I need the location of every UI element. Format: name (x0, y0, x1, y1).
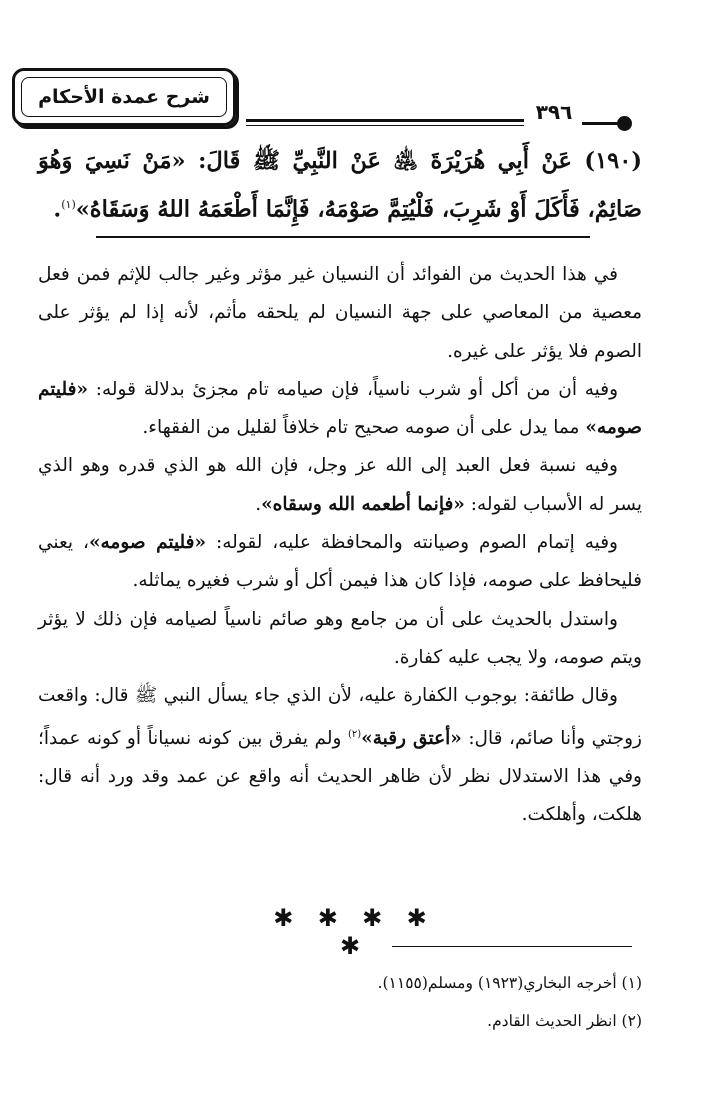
paragraph-2-text-b: مما يدل على أن صومه صحيح تام خلافاً لقليل من الفقهاء. (142, 417, 580, 439)
book-title-box (12, 68, 236, 126)
paragraph-2 (38, 371, 642, 448)
paragraph-3-quote: «فإنما أطعمه الله وسقاه» (261, 493, 465, 515)
paragraph-3-text-a: وفيه نسبة فعل العبد إلى الله عز وجل، فإن الله هو الذي قدره وهو الذي يسر له الأسباب لقوله: (38, 455, 642, 515)
section-separator: ✱ ✱ ✱ ✱ ✱ (273, 904, 435, 960)
paragraph-6-footnote-ref: (٢) (347, 728, 362, 740)
paragraph-1: في هذا الحديث من الفوائد أن النسيان غير مؤثر وغير جالب للإثم فمن فعل معصية من المعاصي على جهة النسيان لم يلحقه مأثم، لأنه إذا لم يؤثر على الصوم فلا يؤثر على غيره. (38, 264, 642, 362)
footnotes (120, 964, 642, 1040)
footnote-1: (١) أخرجه البخاري(١٩٢٣) ومسلم(١١٥٥). (377, 974, 642, 992)
header-rule-right (582, 122, 622, 125)
paragraph-6-quote: «أعتق رقبة» (361, 727, 462, 749)
hadith-body: (١٩٠) عَنْ أَبِي هُرَيْرَةَ ﵁ عَنْ النَّبِيِّ ﷺ قَالَ: «مَنْ نَسِيَ وَهُوَ صَائِمٌ، فَأَكَلَ أَوْ شَرِبَ، فَلْيُتِمَّ صَوْمَهُ، فَإِنَّمَا أَطْعَمَهُ اللهُ وَسَقَاهُ» (38, 148, 642, 223)
paragraph-4-text-a: وفيه إتمام الصوم وصيانته والمحافظة عليه، لقوله: (215, 532, 618, 554)
paragraph-2-quote: «فليتم صومه» (38, 378, 642, 439)
paragraph-2-text-a: وفيه أن من أكل أو شرب ناسياً، فإن صيامه تام مجزئ بدلالة قوله: (95, 378, 619, 400)
header-dot-ornament (617, 116, 632, 131)
paragraph-6 (38, 677, 642, 834)
paragraph-5: واستدل بالحديث على أن من جامع وهو صائم ناسياً لصيامه فإن ذلك لا يؤثر ويتم صومه، ولا يجب عليه كفارة. (38, 608, 642, 668)
footnote-2: (٢) انظر الحديث القادم. (487, 1012, 642, 1030)
paragraph-6-text-b: ولم يفرق بين كونه نسياناً أو كونه عمداً؛ وفي هذا الاستدلال نظر لأن ظاهر الحديث أنه واقع عن عمد وقد ورد أنه قال: هلكت، وأهلكت. (38, 727, 642, 826)
book-title: شرح عمدة الأحكام (21, 77, 227, 117)
hadith-text: (١٩٠) عَنْ أَبِي هُرَيْرَةَ ﵁ عَنْ النَّبِيِّ ﷺ قَالَ: «مَنْ نَسِيَ وَهُوَ صَائِمٌ، فَأَكَلَ أَوْ شَرِبَ، فَلْيُتِمَّ صَوْمَهُ، فَإِنَّمَا أَطْعَمَهُ اللهُ وَسَقَاهُ»$^{(١)}$. (38, 148, 642, 223)
paragraph-4 (38, 524, 642, 601)
paragraph-4-quote: «فليتم صومه» (88, 532, 207, 554)
paragraph-6-text-a: وقال طائفة: بوجوب الكفارة عليه، لأن الذي جاء يسأل النبي ﷺ قال: واقعت زوجتي وأنا صائم، قال: (38, 685, 642, 749)
hadith-footnote-ref: (١) (61, 198, 76, 211)
page-number: ٣٩٦ (535, 100, 573, 124)
footnote-divider (392, 946, 632, 947)
paragraph-3-text-b: . (255, 493, 262, 515)
hadith-divider (96, 236, 590, 238)
paragraph-4-text-b: ، يعني فليحافظ على صومه، فإذا كان هذا فيمن أكل أو شرب فغيره يماثله. (38, 532, 642, 592)
header-rule (246, 119, 524, 122)
header-rule-thin (246, 125, 524, 126)
commentary (38, 256, 642, 835)
paragraph-3 (38, 447, 642, 524)
